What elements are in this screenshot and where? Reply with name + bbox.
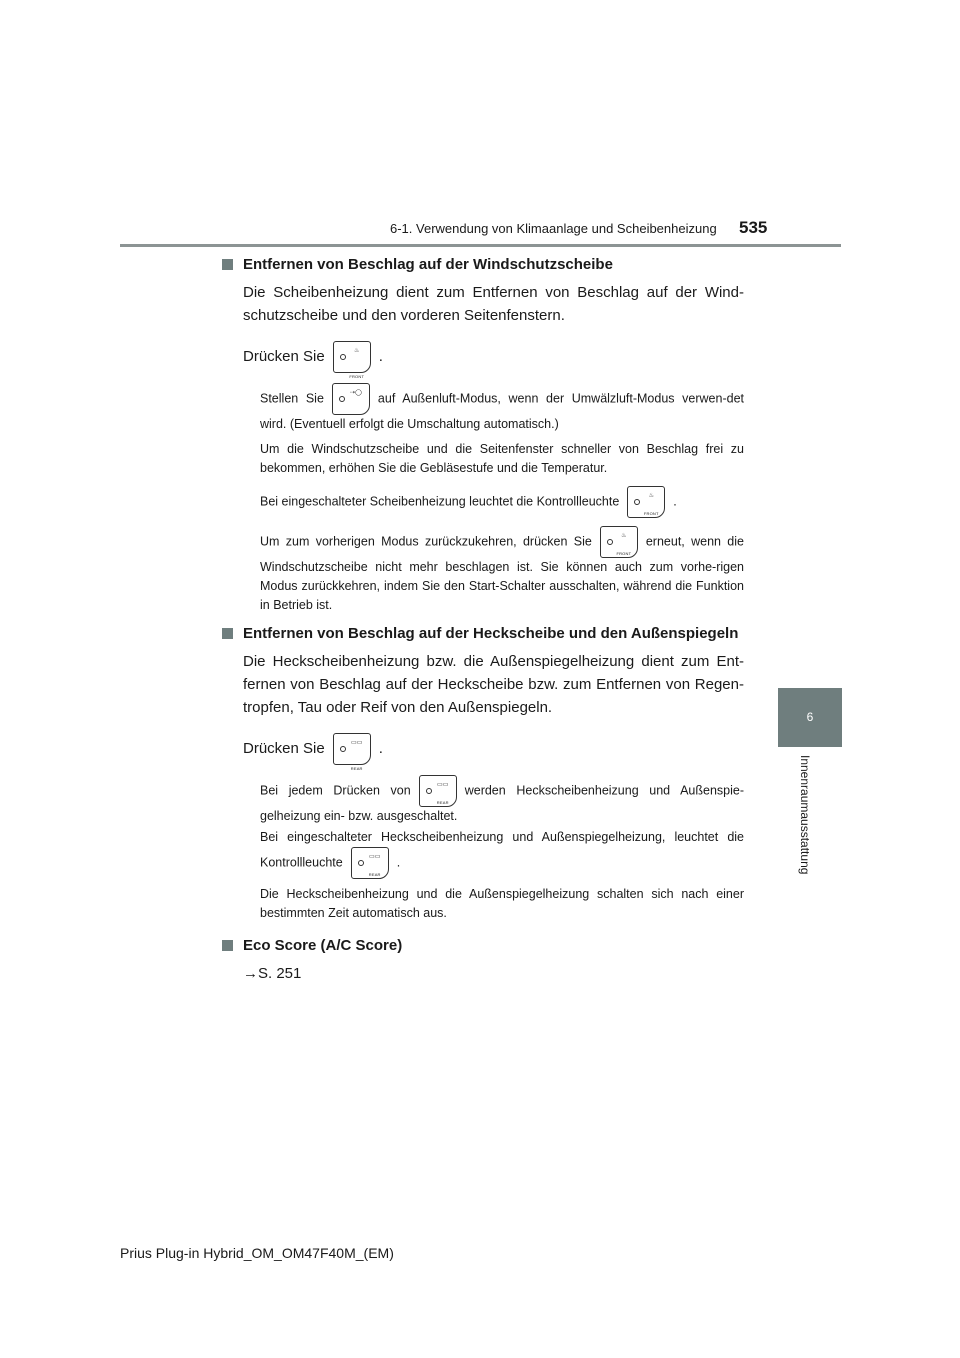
note-toggle: Bei jedem Drücken von ▭▭ REAR werden Heckscheibenheizung und Außenspie-gelheizung ein- bzw. ausgeschaltet. <box>222 775 744 826</box>
header-divider <box>120 244 841 247</box>
front-defroster-indicator-icon: ♨ FRONT <box>627 486 665 518</box>
section-heading-rear: Entfernen von Beschlag auf der Heckscheibe und den Außenspiegeln <box>222 625 744 642</box>
section-body: Die Scheibenheizung dient zum Entfernen von Beschlag auf der Wind-schutzscheibe und den vorderen Seitenfenstern. <box>243 284 744 324</box>
section-heading-eco-score: Eco Score (A/C Score) <box>222 937 744 954</box>
rear-defogger-button-icon-2: ▭▭ REAR <box>419 775 457 807</box>
main-content <box>222 254 744 985</box>
press-instruction: Drücken Sie ▭▭ REAR . <box>222 731 744 767</box>
page-reference-link[interactable]: →S. 251 <box>243 965 302 982</box>
rear-defogger-button-icon: ▭▭ REAR <box>333 733 371 765</box>
page-number: 535 <box>739 218 768 237</box>
bullet-square-icon <box>222 628 233 639</box>
note-indicator: Bei eingeschalteter Scheibenheizung leuchtet die Kontrollleuchte ♨ FRONT . <box>222 486 744 518</box>
note-auto-off: Die Heckscheibenheizung und die Außenspiegelheizung schalten sich nach einer bestimmten Zeit automatisch aus. <box>260 887 744 920</box>
bullet-square-icon <box>222 259 233 270</box>
note-return-mode: Um zum vorherigen Modus zurückzukehren, drücken Sie ♨ FRONT erneut, wenn die Windschutzscheibe nicht mehr beschlagen ist. Sie können auch zum vorhe-rigen Modus zurückkehren, indem Sie den Start-Schalter ausschalten, während die Funktion in Betrieb ist. <box>222 526 744 615</box>
rear-defogger-indicator-icon: ▭▭ REAR <box>351 847 389 879</box>
chapter-tab: 6 <box>778 688 842 747</box>
footer-doc-id: Prius Plug-in Hybrid_OM_OM47F40M_(EM) <box>120 1245 394 1261</box>
front-defroster-button-icon: ♨ FRONT <box>333 341 371 373</box>
note-defog-faster: Um die Windschutzscheibe und die Seitenfenster schneller von Beschlag frei zu bekommen, erhöhen Sie die Gebläsestufe und die Temperatur. <box>260 442 744 475</box>
note-outside-air: Stellen Sie ⇢◯ auf Außenluft-Modus, wenn der Umwälzluft-Modus verwen-det wird. (Eventuell erfolgt die Umschaltung automatisch.) <box>222 383 744 434</box>
bullet-square-icon <box>222 940 233 951</box>
section-body: Die Heckscheibenheizung bzw. die Außenspiegelheizung dient zum Ent-fernen von Beschlag auf der Heckscheibe bzw. zum Entfernen von Regen-tropfen, Tau oder Reif von den Außenspiegeln. <box>243 653 744 716</box>
header-section-title: 6-1. Verwendung von Klimaanlage und Scheibenheizung <box>390 221 717 236</box>
outside-air-button-icon: ⇢◯ <box>332 383 370 415</box>
section-heading-windshield: Entfernen von Beschlag auf der Windschutzscheibe <box>222 256 744 273</box>
note-indicator-rear: Bei eingeschalteter Heckscheibenheizung und Außenspiegelheizung, leuchtet die Kontrollleuchte ▭▭ REAR . <box>260 830 744 877</box>
press-instruction: Drücken Sie ♨ FRONT . <box>222 339 744 375</box>
front-defroster-button-icon-2: ♨ FRONT <box>600 526 638 558</box>
chapter-label: Innenraumausstattung <box>798 755 812 875</box>
